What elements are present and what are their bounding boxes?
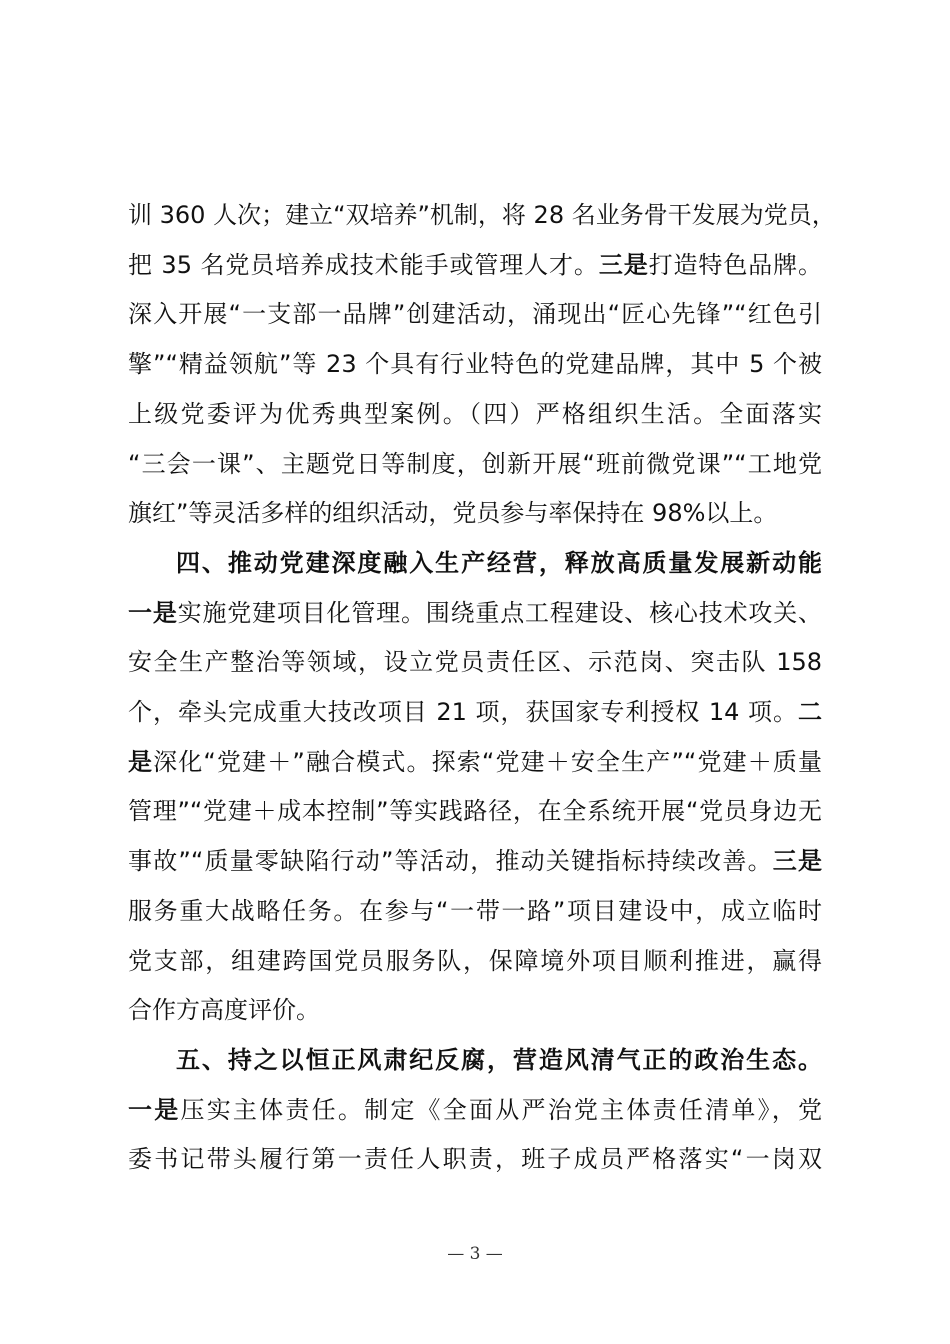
text-run: 深化“党建＋”融合模式。探索“党建＋安全生产”“党建＋质量 bbox=[153, 747, 822, 776]
section-heading bbox=[176, 538, 822, 588]
bold-text: 是 bbox=[128, 747, 154, 776]
text-run: 实施党建项目化管理。围绕重点工程建设、核心技术攻关、 bbox=[177, 598, 823, 627]
text-run: 党支部，组建跨国党员服务队，保障境外项目顺利推进，赢得 bbox=[128, 946, 822, 975]
paragraph-line bbox=[128, 1085, 822, 1135]
paragraph-line bbox=[128, 289, 822, 339]
bold-text: 三是 bbox=[598, 250, 649, 279]
text-run: 委书记带头履行第一责任人职责，班子成员严格落实“一岗双 bbox=[128, 1145, 822, 1174]
paragraph-line bbox=[128, 737, 822, 787]
paragraph-line bbox=[128, 886, 822, 936]
text-run: 深入开展“一支部一品牌”创建活动，涌现出“匠心先锋”“红色引 bbox=[128, 300, 822, 329]
paragraph-line bbox=[128, 240, 822, 290]
paragraph-line bbox=[128, 439, 822, 489]
text-run: “三会一课”、主题党日等制度，创新开展“班前微党课”“工地党 bbox=[128, 449, 822, 478]
text-run: 训 360 人次；建立“双培养”机制，将 28 名业务骨干发展为党员， bbox=[128, 201, 836, 229]
text-run: 个，牵头完成重大技改项目 21 项，获国家专利授权 14 项。 bbox=[128, 698, 798, 726]
text-run: 事故”“质量零缺陷行动”等活动，推动关键指标持续改善。 bbox=[128, 847, 773, 876]
text-run: 旗红”等灵活多样的组织活动，党员参与率保持在 98%以上。 bbox=[128, 499, 778, 528]
text-run: 压实主体责任。制定《全面从严治党主体责任清单》，党 bbox=[180, 1095, 823, 1124]
bold-text: 四、推动党建深度融入生产经营，释放高质量发展新动能 bbox=[176, 548, 822, 577]
text-run: 打造特色品牌。 bbox=[648, 250, 823, 279]
paragraph-line bbox=[128, 488, 822, 538]
text-run: 服务重大战略任务。在参与“一带一路”项目建设中，成立临时 bbox=[128, 896, 822, 925]
bold-text: 三是 bbox=[772, 847, 822, 876]
text-run: 安全生产整治等领域，设立党员责任区、示范岗、突击队 158 bbox=[128, 648, 822, 677]
text-run: 把 35 名党员培养成技术能手或管理人才。 bbox=[128, 250, 599, 279]
text-run: 擎”“精益领航”等 23 个具有行业特色的党建品牌，其中 5 个被 bbox=[128, 350, 822, 379]
paragraph-line bbox=[128, 588, 822, 638]
paragraph-line bbox=[128, 1134, 822, 1184]
text-run: 上级党委评为优秀典型案例。（四）严格组织生活。全面落实 bbox=[128, 399, 822, 428]
page-number: — 3 — bbox=[447, 1244, 503, 1264]
bold-text: 一是 bbox=[128, 1095, 181, 1124]
paragraph-line bbox=[128, 687, 822, 737]
paragraph-line bbox=[128, 339, 822, 389]
paragraph-line bbox=[128, 190, 836, 240]
bold-text: 一是 bbox=[128, 598, 178, 627]
text-run: 合作方高度评价。 bbox=[128, 996, 320, 1025]
section-heading bbox=[176, 1035, 822, 1085]
text-run: 管理”“党建＋成本控制”等实践路径，在全系统开展“党员身边无 bbox=[128, 797, 822, 826]
paragraph-line bbox=[128, 389, 822, 439]
bold-text: 五、持之以恒正风肃纪反腐，营造风清气正的政治生态。 bbox=[176, 1045, 822, 1074]
paragraph-line bbox=[128, 836, 822, 886]
bold-text: 二 bbox=[798, 698, 822, 726]
paragraph-line bbox=[128, 985, 822, 1035]
paragraph-line bbox=[128, 936, 822, 986]
paragraph-line bbox=[128, 637, 822, 687]
paragraph-line bbox=[128, 786, 822, 836]
